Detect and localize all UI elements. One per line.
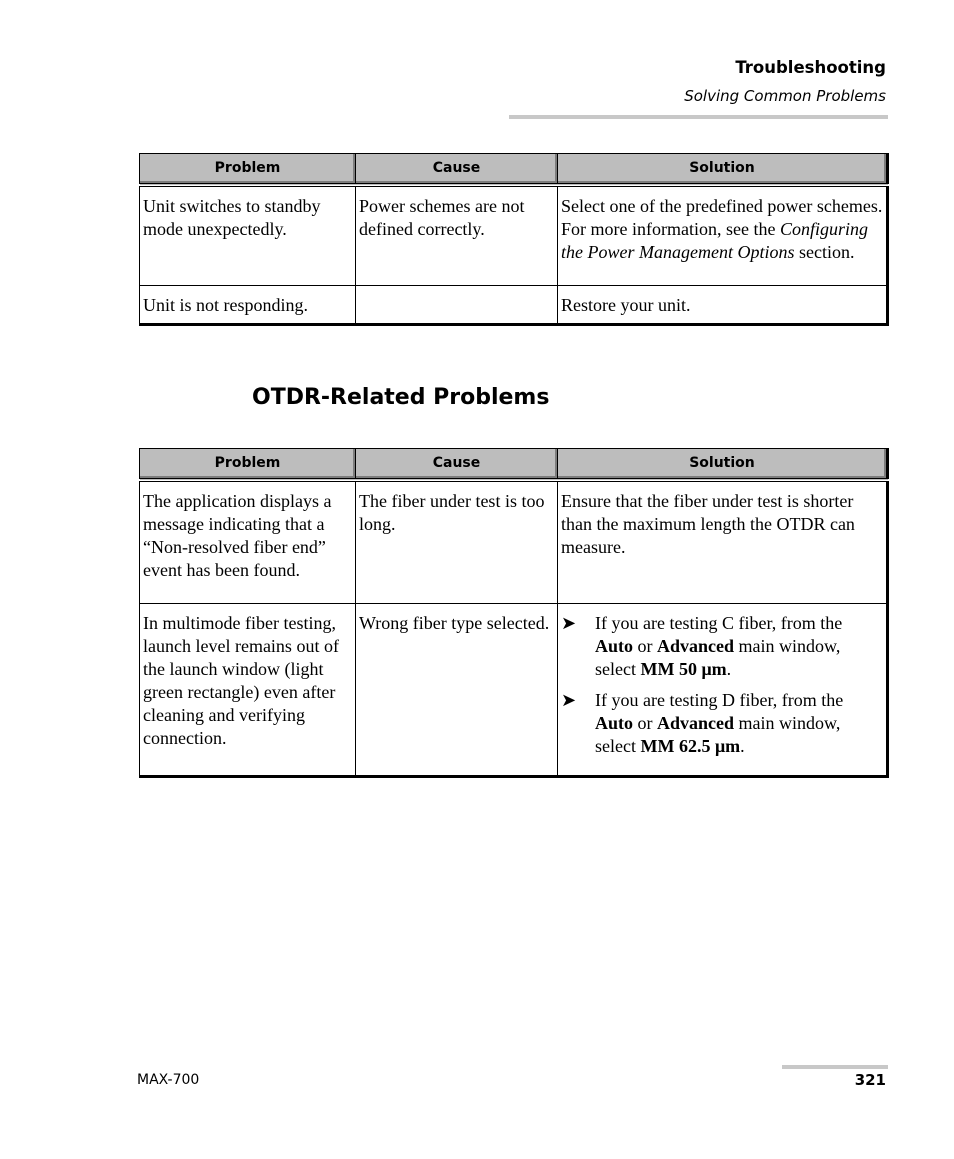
bullet-text-part: If you are testing C fiber, from the — [595, 613, 843, 633]
table-row — [140, 480, 888, 604]
chapter-title: Troubleshooting — [735, 58, 886, 77]
cross-reference: Configuring the Power Management Options — [561, 218, 868, 262]
troubleshooting-table-general — [139, 153, 889, 326]
solution-cell — [558, 604, 888, 777]
section-heading: OTDR-Related Problems — [252, 385, 550, 410]
bullet-text-part: or — [633, 636, 658, 656]
bullet-text-part: main window, select — [595, 713, 841, 756]
footer-rule — [782, 1065, 888, 1069]
problem-cell: The application displays a message indicating that a “Non-resolved fiber end” event has been found. — [140, 480, 356, 604]
bullet-item — [561, 612, 883, 681]
bullet-item — [561, 689, 883, 758]
table-header-row — [140, 154, 888, 185]
ui-term-advanced: Advanced — [657, 713, 735, 733]
ui-term-auto: Auto — [595, 636, 634, 656]
bullet-text-part: If you are testing D fiber, from the — [595, 690, 844, 710]
product-name: MAX-700 — [137, 1072, 200, 1088]
cause-cell: Wrong fiber type selected. — [356, 604, 558, 777]
page-number: 321 — [854, 1071, 886, 1089]
solution-cell: Ensure that the fiber under test is shorter than the maximum length the OTDR can measure. — [558, 480, 888, 604]
column-header-solution: Solution — [558, 154, 888, 185]
problem-cell: Unit switches to standby mode unexpectedly. — [140, 185, 356, 286]
ui-term-auto: Auto — [595, 713, 634, 733]
bullet-text-part: or — [633, 713, 658, 733]
column-header-solution: Solution — [558, 449, 888, 480]
cause-cell: The fiber under test is too long. — [356, 480, 558, 604]
arrow-bullet-icon: ➤ — [561, 613, 577, 633]
column-header-cause: Cause — [356, 154, 558, 185]
arrow-bullet-icon: ➤ — [561, 690, 577, 710]
table-row — [140, 185, 888, 286]
bullet-text-part: . — [740, 736, 745, 756]
header-rule — [509, 115, 888, 119]
solution-text: section. — [794, 241, 855, 262]
ui-term-mm-62-5: MM 62.5 μm — [640, 736, 741, 756]
bullet-text-part: . — [726, 659, 732, 679]
solution-cell: Restore your unit. — [558, 286, 888, 325]
cause-cell: Power schemes are not defined correctly. — [356, 185, 558, 286]
table-header-row — [140, 449, 888, 480]
table-row — [140, 604, 888, 777]
ui-term-advanced: Advanced — [657, 636, 735, 656]
column-header-cause: Cause — [356, 449, 558, 480]
bullet-text — [595, 612, 883, 681]
troubleshooting-table-otdr — [139, 448, 889, 778]
section-subtitle: Solving Common Problems — [684, 87, 886, 105]
column-header-problem: Problem — [140, 154, 356, 185]
bullet-text — [595, 689, 883, 758]
cause-cell — [356, 286, 558, 325]
table-row — [140, 286, 888, 325]
solution-cell — [558, 185, 888, 286]
ui-term-mm-50: MM 50 μm — [640, 659, 727, 679]
solution-text: Select one of the predefined power schemes. For more information, see the — [561, 195, 883, 239]
problem-cell: Unit is not responding. — [140, 286, 356, 325]
bullet-text-part: main window, select — [595, 636, 841, 679]
problem-cell: In multimode fiber testing, launch level remains out of the launch window (light green rectangle) even after cleaning and verifying connection. — [140, 604, 356, 777]
column-header-problem: Problem — [140, 449, 356, 480]
